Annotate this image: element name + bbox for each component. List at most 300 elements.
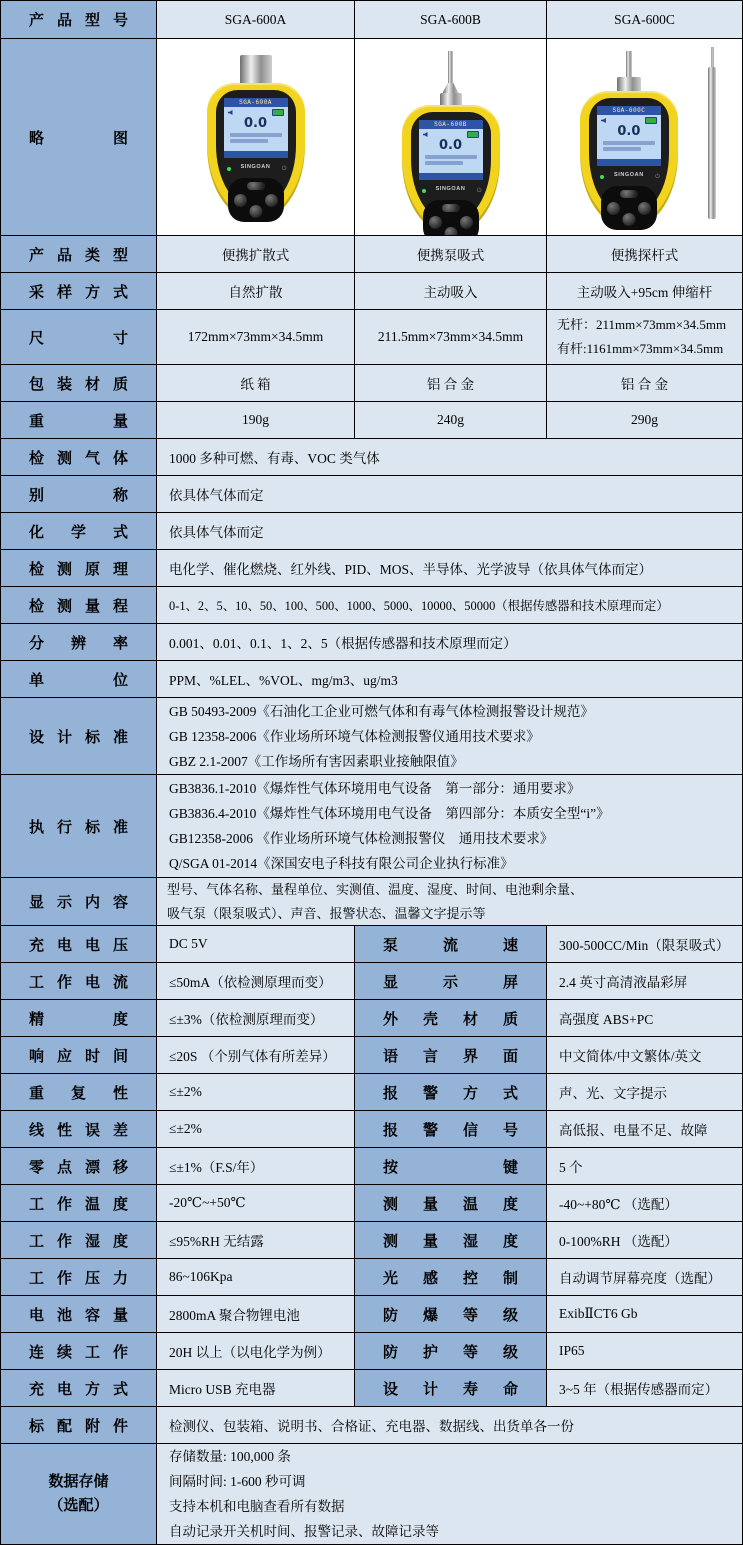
spec-value: 便携探杆式	[610, 248, 679, 263]
standard-line: Q/SGA 01-2014《深国安电子科技有限公司企业执行标准》	[169, 856, 514, 871]
spec-label-cell	[1, 587, 157, 624]
screen-reading: 0.0	[438, 138, 463, 153]
spec-value: 自然扩散	[228, 285, 283, 300]
model-cell-b	[355, 1, 547, 39]
spec-label: 工作压力	[29, 1270, 128, 1287]
spec-label: 按键	[383, 1159, 518, 1176]
row-current-display	[1, 963, 742, 1000]
spec-label-cell	[1, 1222, 157, 1259]
row-weight	[1, 402, 742, 439]
telescopic-pole-icon	[708, 47, 716, 219]
spec-value-cell	[547, 1037, 742, 1074]
standard-line: GB3836.4-2010《爆炸性气体环境用电气设备 第四部分：本质安全型“i”》	[169, 806, 610, 821]
spec-value-cell	[157, 439, 742, 476]
spec-label: 标配附件	[29, 1418, 128, 1435]
spec-value: 1000 多种可燃、有毒、VOC 类气体	[169, 451, 380, 466]
row-work-temp-measure-temp	[1, 1185, 742, 1222]
row-runtime-ip-rating	[1, 1333, 742, 1370]
row-detected-gases	[1, 439, 742, 476]
spec-label-cell	[1, 963, 157, 1000]
spec-label-cell	[355, 1111, 547, 1148]
spec-label: 显示内容	[29, 895, 128, 911]
probe-cone-icon	[443, 83, 459, 93]
spec-label: 线性误差	[29, 1122, 128, 1139]
spec-value: 电化学、催化燃烧、红外线、PID、MOS、半导体、光学波导（依具体气体而定）	[169, 562, 653, 577]
row-response-language	[1, 1037, 742, 1074]
row-work-humidity-measure-humidity	[1, 1222, 742, 1259]
spec-value-cell	[355, 365, 547, 402]
spec-label: 重量	[29, 413, 128, 430]
spec-value: 检测仪、包装箱、说明书、合格证、充电器、数据线、出货单各一份	[169, 1419, 574, 1434]
spec-label: 测量湿度	[383, 1233, 518, 1250]
spec-value-cell	[157, 1222, 355, 1259]
spec-value: ≤±2%	[169, 1084, 202, 1099]
lcd-screen	[597, 106, 661, 166]
standard-line: GB12358-2006 《作业场所环境气体检测报警仪 通用技术要求》	[169, 831, 554, 846]
model-cell-a	[157, 1, 355, 39]
menu-button-icon	[442, 204, 460, 212]
spec-value: 172mm×73mm×34.5mm	[187, 329, 324, 344]
spec-label-cell	[1, 439, 157, 476]
spec-value: 211.5mm×73mm×34.5mm	[377, 329, 524, 344]
screen-status-icons	[597, 115, 661, 124]
spec-value: 高强度 ABS+PC	[559, 1012, 654, 1027]
spec-value-cell	[547, 1333, 742, 1370]
spec-label-cell	[355, 963, 547, 1000]
spec-value-cell	[547, 1222, 742, 1259]
standard-line: GB 50493-2009《石油化工企业可燃气体和有毒气体检测报警设计规范》	[169, 703, 594, 719]
spec-value-line: 型号、气体名称、量程单位、实测值、温度、湿度、时间、电池剩余量、	[167, 881, 584, 897]
spec-label-cell	[1, 273, 157, 310]
menu-button-icon	[620, 190, 638, 198]
enter-button-icon	[444, 227, 457, 236]
spec-value-cell	[157, 476, 742, 513]
spec-label: 工作湿度	[29, 1233, 128, 1250]
spec-value-cell	[547, 1074, 742, 1111]
spec-value-cell	[547, 1148, 742, 1185]
spec-label-cell	[1, 661, 157, 698]
spec-label-cell	[1, 1444, 157, 1544]
spec-label: 响应时间	[29, 1048, 128, 1065]
spec-label: 连续工作	[29, 1344, 128, 1361]
spec-value-cell	[547, 273, 742, 310]
spec-label-cell	[1, 775, 157, 878]
screen-footer-bar	[419, 173, 483, 180]
spec-label: 报警信号	[383, 1122, 518, 1139]
spec-label-cell	[1, 1000, 157, 1037]
spec-label: 单位	[29, 672, 128, 689]
spec-label: 精度	[29, 1011, 128, 1028]
spec-value: 自动调节屏幕亮度（选配）	[559, 1271, 721, 1286]
spec-value: 300-500CC/Min（限泵吸式）	[559, 938, 730, 953]
brand-strip	[216, 164, 296, 174]
screen-footer-bar	[597, 159, 661, 166]
spec-label-cell	[1, 1037, 157, 1074]
spec-value-cell	[547, 963, 742, 1000]
spec-value-cell	[157, 1185, 355, 1222]
speaker-icon	[228, 110, 233, 115]
spec-value-cell	[157, 236, 355, 273]
row-zero-drift-buttons	[1, 1148, 742, 1185]
spec-value-cell	[157, 273, 355, 310]
row-repeatability-alarm-mode	[1, 1074, 742, 1111]
spec-value: 2.4 英寸高清液晶彩屏	[559, 975, 688, 990]
spec-value: ≤±2%	[169, 1121, 202, 1136]
spec-value: 0-100%RH （选配）	[559, 1234, 678, 1249]
spec-label: 显示屏	[383, 974, 518, 991]
spec-label-cell	[1, 1185, 157, 1222]
spec-value-cell	[157, 1407, 742, 1444]
spec-value-cell	[157, 1444, 742, 1544]
left-button-icon	[607, 202, 620, 215]
spec-value-line: 吸气泵（限泵吸式）、声音、报警状态、温馨文字提示等	[167, 905, 486, 921]
spec-label: 设计寿命	[383, 1381, 518, 1398]
spec-value-cell	[157, 1148, 355, 1185]
spec-label-cell	[1, 1333, 157, 1370]
spec-value-cell	[157, 1333, 355, 1370]
screen-title: SGA-600C	[597, 106, 661, 115]
standard-line: GB 12358-2006《作业场所环境气体检测报警仪通用技术要求》	[169, 728, 540, 744]
spec-label-cell	[1, 624, 157, 661]
spec-label: 重复性	[29, 1085, 128, 1102]
brand-strip	[411, 186, 491, 196]
spec-value: 0.001、0.01、0.1、1、2、5（根据传感器和技术原理而定）	[169, 636, 517, 651]
spec-value: Micro USB 充电器	[169, 1382, 276, 1397]
speaker-icon	[601, 118, 606, 123]
enter-button-icon	[249, 205, 262, 218]
battery-icon	[467, 131, 479, 138]
spec-label: 语言界面	[383, 1048, 518, 1065]
spec-value: PPM、%LEL、%VOL、mg/m3、ug/m3	[169, 673, 398, 688]
spec-label-cell	[355, 1259, 547, 1296]
spec-label-cell	[1, 1074, 157, 1111]
spec-label: 零点漂移	[29, 1159, 128, 1176]
screen-title: SGA-600A	[224, 98, 288, 107]
spec-value-cell	[157, 661, 742, 698]
spec-value: 20H 以上（以电化学为例）	[169, 1345, 331, 1360]
spec-label-cell	[1, 365, 157, 402]
probe-rod-icon	[626, 51, 632, 77]
storage-line: 自动记录开关机时间、报警记录、故障记录等	[169, 1524, 439, 1539]
storage-line: 支持本机和电脑查看所有数据	[169, 1499, 345, 1514]
spec-value-cell	[355, 310, 547, 365]
spec-label-cell	[355, 1185, 547, 1222]
spec-label-cell	[355, 1370, 547, 1407]
spec-label: 执行标准	[29, 819, 128, 836]
spec-value: 便携泵吸式	[416, 248, 485, 263]
battery-icon	[645, 117, 657, 124]
device-body	[580, 91, 678, 229]
menu-button-icon	[247, 182, 265, 190]
spec-value: ≤50mA（依检测原理而变）	[169, 975, 332, 990]
spec-value: ExibⅡCT6 Gb	[559, 1306, 638, 1321]
screen-text-line	[603, 147, 641, 151]
spec-value: 0-1、2、5、10、50、100、500、1000、5000、10000、50000（根据传感器和技术原理而定）	[169, 599, 669, 613]
device-front-panel	[411, 112, 491, 223]
power-icon: ⏻	[281, 166, 287, 172]
model-name-a: SGA-600A	[224, 11, 287, 27]
speaker-icon	[423, 132, 428, 137]
spec-label-cell	[1, 402, 157, 439]
lcd-screen	[419, 120, 483, 180]
spec-label: 检测气体	[29, 450, 128, 467]
right-button-icon	[460, 216, 473, 229]
spec-value-cell	[547, 310, 742, 365]
brand-strip	[589, 172, 669, 182]
spec-value: 86~106Kpa	[169, 1269, 233, 1284]
spec-value-cell	[355, 402, 547, 439]
spec-value-cell	[355, 273, 547, 310]
row-battery-explosion-proof	[1, 1296, 742, 1333]
spec-value: -40~+80℃ （选配）	[559, 1197, 678, 1212]
row-packaging	[1, 365, 742, 402]
lcd-screen	[224, 98, 288, 158]
probe-rod-icon	[448, 51, 453, 83]
row-execution-standards	[1, 775, 742, 878]
row-design-standards	[1, 698, 742, 775]
spec-value: 240g	[437, 412, 464, 427]
right-button-icon	[265, 194, 278, 207]
spec-value-cell	[157, 310, 355, 365]
spec-value-line: 无杆：211mm×73mm×34.5mm	[557, 317, 727, 332]
storage-line: 存储数量: 100,000 条	[169, 1449, 291, 1464]
spec-value: 290g	[631, 412, 658, 427]
header-label: 产品型号	[29, 13, 128, 29]
spec-label-cell	[1, 1370, 157, 1407]
spec-value-cell	[157, 1037, 355, 1074]
spec-value: 3~5 年（根据传感器而定）	[559, 1382, 719, 1397]
spec-value-cell	[547, 1259, 742, 1296]
spec-value: 190g	[242, 412, 269, 427]
spec-value: 纸 箱	[240, 377, 271, 392]
spec-value-cell	[547, 1296, 742, 1333]
spec-value: 铝 合 金	[620, 377, 669, 392]
spec-label-cell	[1, 1259, 157, 1296]
spec-label: 设计标准	[29, 729, 128, 746]
standard-line: GB3836.1-2010《爆炸性气体环境用电气设备 第一部分：通用要求》	[169, 781, 581, 796]
spec-label: 光感控制	[383, 1270, 518, 1287]
spec-label: 别称	[29, 487, 128, 504]
screen-status-icons	[224, 107, 288, 116]
spec-label-cell	[355, 1222, 547, 1259]
battery-icon	[272, 109, 284, 116]
row-charge-voltage-pump-flow	[1, 926, 742, 963]
spec-value: 5 个	[559, 1160, 583, 1175]
screen-text-line	[425, 161, 463, 165]
spec-value: ≤±3%（依检测原理而变）	[169, 1012, 324, 1027]
screen-text-line	[230, 139, 268, 143]
spec-label-cell	[355, 1296, 547, 1333]
left-button-icon	[234, 194, 247, 207]
spec-value-cell	[157, 587, 742, 624]
keypad	[228, 178, 284, 222]
row-detection-range	[1, 587, 742, 624]
spec-label-cell	[355, 1074, 547, 1111]
power-icon: ⏻	[655, 174, 660, 180]
spec-value-cell	[157, 1296, 355, 1333]
spec-value: 声、光、文字提示	[559, 1086, 667, 1101]
keypad	[423, 200, 479, 236]
spec-value: DC 5V	[169, 936, 208, 951]
spec-label: 防护等级	[383, 1344, 518, 1361]
spec-value-cell	[157, 1000, 355, 1037]
spec-value: ≤95%RH 无结露	[169, 1234, 264, 1249]
sensor-cap-icon	[240, 55, 272, 85]
spec-label-cell	[1, 926, 157, 963]
spec-value: 中文简体/中文繁体/英文	[559, 1049, 702, 1064]
row-charging-lifespan	[1, 1370, 742, 1407]
spec-label: 测量温度	[383, 1196, 518, 1213]
power-icon: ⏻	[476, 188, 482, 194]
spec-label-cell	[1, 513, 157, 550]
spec-label: 产品类型	[29, 247, 128, 264]
screen-reading: 0.0	[243, 116, 268, 131]
sketch-cell-c	[547, 39, 742, 236]
spec-value-cell	[547, 926, 742, 963]
spec-label: 检测原理	[29, 561, 128, 578]
spec-value: ≤±1%（F.S/年）	[169, 1160, 264, 1175]
spec-value: 高低报、电量不足、故障	[559, 1123, 708, 1138]
spec-value-cell	[157, 365, 355, 402]
model-name-c: SGA-600C	[614, 11, 675, 27]
model-cell-c	[547, 1, 742, 39]
spec-label: 外壳材质	[383, 1011, 518, 1028]
spec-value-cell	[547, 1000, 742, 1037]
spec-label-cell	[355, 1000, 547, 1037]
spec-label-cell	[1, 236, 157, 273]
spec-label: 检测量程	[29, 598, 128, 615]
spec-value-cell	[547, 1370, 742, 1407]
row-data-storage	[1, 1444, 742, 1544]
spec-label: 数据存储	[48, 1474, 109, 1490]
spec-label-cell	[355, 1333, 547, 1370]
device-image-sga600a	[157, 39, 354, 235]
spec-value-cell	[157, 1111, 355, 1148]
spec-value: 主动吸入+95cm 伸缩杆	[576, 285, 713, 300]
spec-label-cell	[1, 1148, 157, 1185]
spec-label: 充电方式	[29, 1381, 128, 1398]
spec-label-cell	[1, 550, 157, 587]
spec-label: （选配）	[48, 1498, 109, 1514]
spec-value-cell	[157, 1370, 355, 1407]
brand-label: SINGOAN	[240, 164, 271, 170]
screen-footer-bar	[224, 151, 288, 158]
spec-value: 便携扩散式	[221, 248, 290, 263]
screen-text-line	[425, 155, 477, 159]
enter-button-icon	[622, 213, 635, 226]
device-front-panel	[589, 98, 669, 217]
spec-label-cell	[1, 310, 157, 365]
row-detection-principle	[1, 550, 742, 587]
sketch-cell-a	[157, 39, 355, 236]
spec-value-cell	[157, 698, 742, 775]
screen-title: SGA-600B	[419, 120, 483, 129]
row-accessories	[1, 1407, 742, 1444]
spec-value: IP65	[559, 1343, 585, 1358]
row-linearity-alarm-signal	[1, 1111, 742, 1148]
spec-value-cell	[547, 365, 742, 402]
device-image-sga600c	[547, 39, 742, 235]
spec-label: 报警方式	[383, 1085, 518, 1102]
row-dimensions	[1, 310, 742, 365]
spec-value-cell	[355, 236, 547, 273]
spec-label: 防爆等级	[383, 1307, 518, 1324]
device-body	[207, 83, 305, 221]
spec-label: 电池容量	[29, 1307, 128, 1324]
sketch-row	[1, 39, 742, 236]
spec-label: 采样方式	[29, 284, 128, 301]
spec-value-cell	[547, 1111, 742, 1148]
spec-value: 铝 合 金	[426, 377, 475, 392]
device-image-sga600b	[355, 39, 546, 235]
header-row	[1, 1, 742, 39]
brand-label: SINGOAN	[613, 172, 644, 178]
spec-label-cell	[355, 926, 547, 963]
left-button-icon	[429, 216, 442, 229]
storage-line: 间隔时间: 1-600 秒可调	[169, 1474, 306, 1489]
header-label-cell	[1, 1, 157, 39]
spec-value-cell	[157, 878, 742, 926]
screen-reading: 0.0	[617, 124, 641, 139]
row-display-content	[1, 878, 742, 926]
spec-value: 依具体气体而定	[169, 525, 264, 540]
spec-value: 主动吸入	[423, 285, 478, 300]
row-units	[1, 661, 742, 698]
row-alias	[1, 476, 742, 513]
device-front-panel	[216, 90, 296, 209]
spec-label: 化学式	[29, 524, 128, 541]
row-product-type	[1, 236, 742, 273]
sketch-label: 略图	[29, 130, 128, 147]
spec-value-line: 有杆:1161mm×73mm×34.5mm	[557, 341, 724, 356]
spec-label-cell	[1, 878, 157, 926]
spec-value-cell	[157, 1074, 355, 1111]
spec-label-cell	[1, 1111, 157, 1148]
device-body	[402, 105, 500, 235]
screen-text-line	[603, 141, 655, 145]
right-button-icon	[638, 202, 651, 215]
spec-label-cell	[355, 1148, 547, 1185]
screen-text-line	[230, 133, 282, 137]
spec-value: ≤20S （个别气体有所差异）	[169, 1049, 336, 1064]
spec-label: 泵流速	[383, 937, 518, 954]
row-accuracy-housing	[1, 1000, 742, 1037]
sketch-label-cell	[1, 39, 157, 236]
spec-label-cell	[1, 1407, 157, 1444]
row-pressure-light-sensor	[1, 1259, 742, 1296]
spec-label: 工作电流	[29, 974, 128, 991]
spec-value-cell	[547, 236, 742, 273]
row-sampling-method	[1, 273, 742, 310]
spec-label-cell	[1, 698, 157, 775]
keypad	[601, 186, 657, 230]
spec-label: 尺寸	[29, 330, 128, 347]
spec-value-cell	[157, 402, 355, 439]
spec-label: 包装材质	[29, 376, 128, 393]
spec-value-cell	[157, 624, 742, 661]
spec-value-cell	[157, 513, 742, 550]
row-resolution	[1, 624, 742, 661]
spec-label-cell	[355, 1037, 547, 1074]
spec-value: 依具体气体而定	[169, 488, 264, 503]
spec-value: 2800mA 聚合物锂电池	[169, 1308, 300, 1323]
standard-line: GBZ 2.1-2007《工作场所有害因素职业接触限值》	[169, 753, 464, 769]
spec-label: 工作温度	[29, 1196, 128, 1213]
brand-label: SINGOAN	[435, 186, 466, 192]
spec-value-cell	[157, 1259, 355, 1296]
spec-value-cell	[547, 1185, 742, 1222]
spec-label: 分辨率	[29, 635, 128, 652]
